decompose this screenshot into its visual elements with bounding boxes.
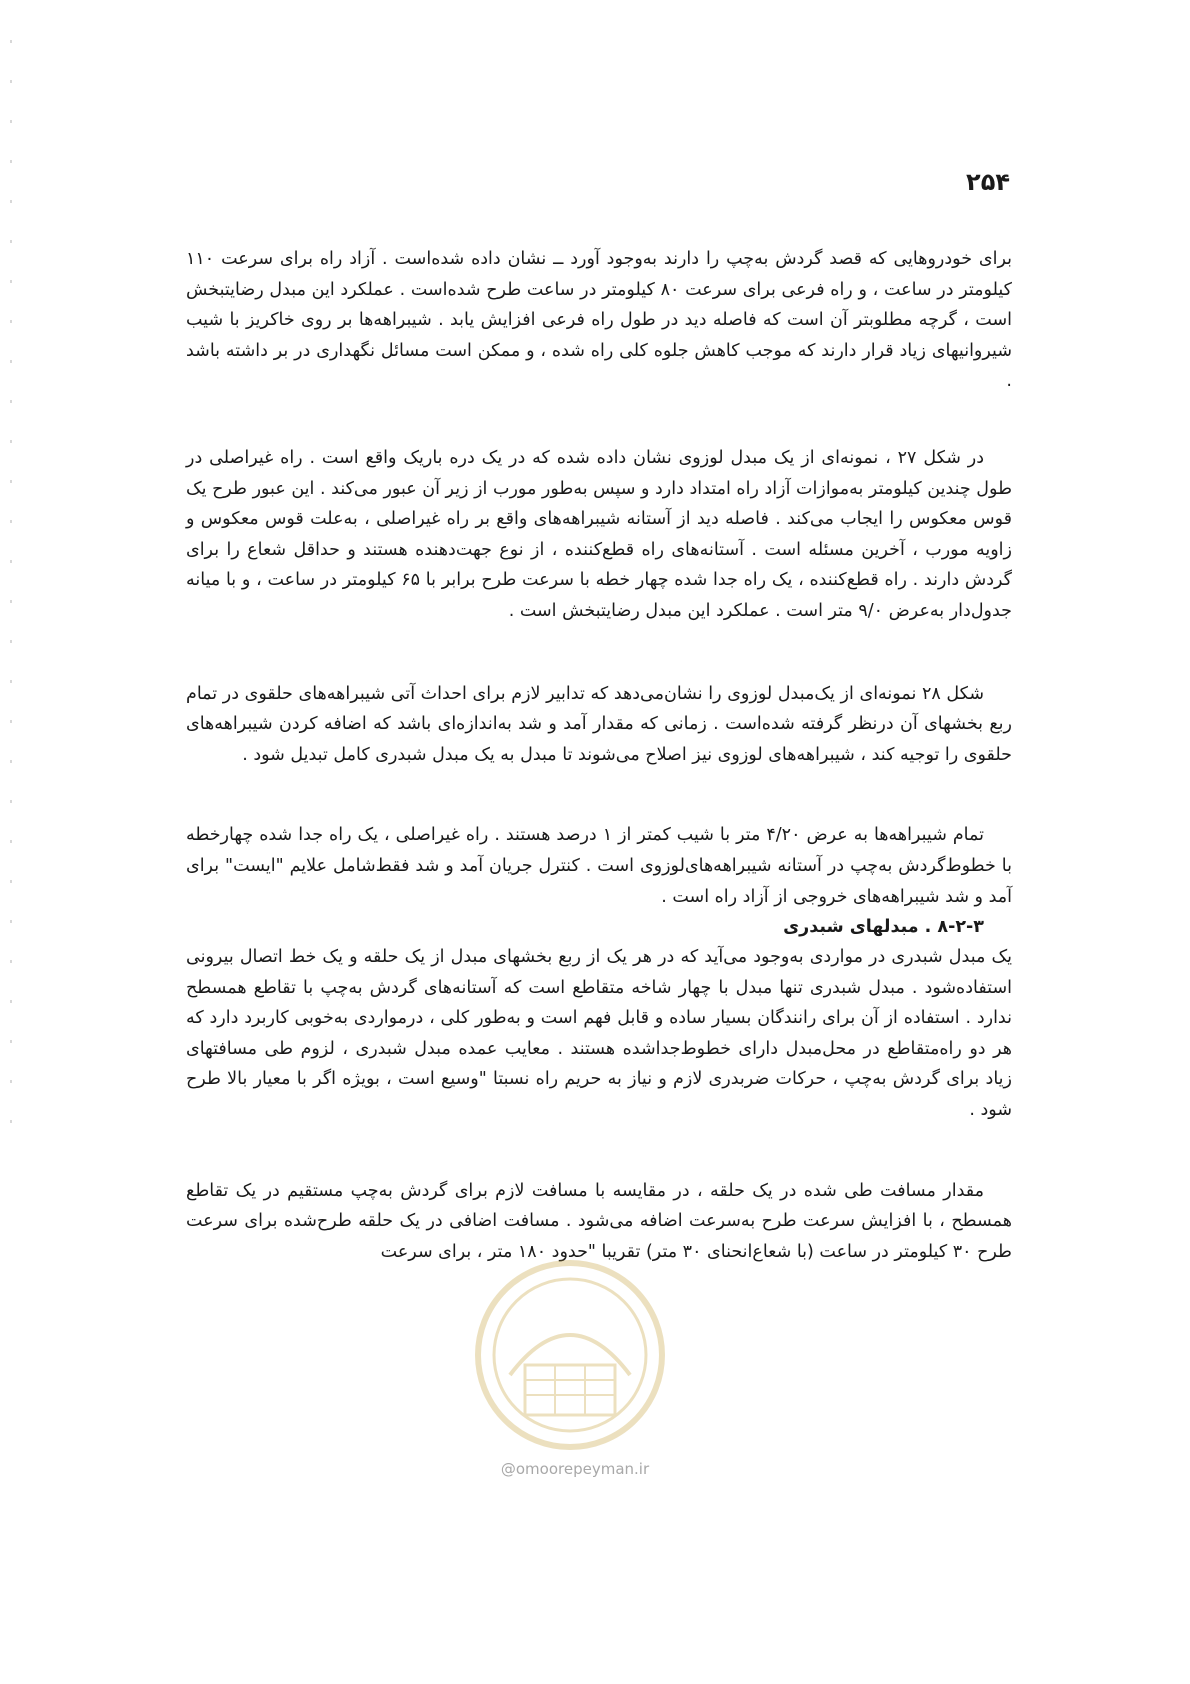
paragraph-3: شکل ۲۸ نمونه‌ای از یک‌مبدل لوزوی را نشان‌می‌دهد که تدابیر لازم برای احداث آتی شیبراهه‌های حلقوی در تمام ربع بخشهای آن درنظر گرفته شده‌است . زمانی که مقدار آمد و شد به‌اندازه‌ای باشد که اضافه کردن شیبراهه‌های حلقوی را توجیه کند ، شیبراهه‌های لوزوی نیز اصلاح می‌شوند تا مبدل به یک مبدل شبدری کامل تبدیل شود . [186,683,1012,765]
paragraph-5: یک مبدل شبدری در مواردی به‌وجود می‌آید که در هر یک از ربع بخشهای مبدل از یک حلقه و یک خط اتصال بیرونی استفاده‌شود . مبدل شبدری تنها مبدل با چهار شاخه متقاطع است که آستانه‌های گردش به‌چپ با تقاطع همسطح ندارد . استفاده از آن برای رانندگان بسیار ساده و قابل فهم است و به‌طور کلی ، درمواردی به‌خوبی کاربرد دارد که هر دو راه‌متقاطع در محل‌مبدل دارای خطوط‌جداشده هستند . معایب عمده مبدل شبدری ، لزوم طی مسافتهای زیاد برای گردش به‌چپ ، حرکات ضربدری لازم و نیاز به حریم راه نسبتا "وسیع است ، بویژه اگر با معیار بالا طرح شود . [186,947,1012,1121]
paragraph-2: در شکل ۲۷ ، نمونه‌ای از یک مبدل لوزوی نشان داده شده که در یک دره باریک واقع است . راه غیراصلی در طول چندین کیلومتر به‌موازات آزاد راه امتداد دارد و سپس به‌طور مورب از زیر آن عبور می‌کند . این عبور طرح یک قوس معکوس را ایجاب می‌کند . فاصله دید از آستانه شیبراهه‌های واقع بر راه غیراصلی ، به‌علت قوس معکوس و زاویه مورب ، آخرین مسئله است . آستانه‌های راه قطع‌کننده ، از نوع جهت‌دهنده هستند و حداقل شعاع را برای گردش دارند . راه قطع‌کننده ، یک راه جدا شده چهار خطه با سرعت طرح برابر با ۶۵ کیلومتر در ساعت ، و با میانه جدول‌دار به‌عرض ۹/۰ متر است . عملکرد این مبدل رضایتبخش است . [186,447,1012,621]
paragraph-4: تمام شیبراهه‌ها به عرض ۴/۲۰ متر با شیب کمتر از ۱ درصد هستند . راه غیراصلی ، یک راه جدا شده چهارخطه با خطوط‌گردش به‌چپ در آستانه شیبراهه‌های‌لوزوی است . کنترل جریان آمد و شد فقط‌شامل علایم "ایست" برای آمد و شد شیبراهه‌های خروجی از آزاد راه است . [186,825,1012,907]
paragraph-6: مقدار مسافت طی شده در یک حلقه ، در مقایسه با مسافت لازم برای گردش به‌چپ مستقیم در یک تقاطع همسطح ، با افزایش سرعت طرح به‌سرعت اضافه می‌شود . مسافت اضافی در یک حلقه طرح‌شده برای سرعت طرح ۳۰ کیلومتر در ساعت (با شعاع‌انحنای ۳۰ متر) تقریبا "حدود ۱۸۰ متر ، برای سرعت [186,1180,1012,1262]
page-number: ۲۵۴ [966,168,1010,196]
section-heading: ۸-۲-۳ . مبدلهای شبدری [783,917,984,938]
paragraph-1: برای خودروهایی که قصد گردش به‌چپ را دارند به‌وجود آورد ــ نشان داده شده‌است . آزاد راه برای سرعت ۱۱۰ کیلومتر در ساعت ، و راه فرعی برای سرعت ۸۰ کیلومتر در ساعت طرح شده‌است . عملکرد این مبدل رضایتبخش است ، گرچه مطلوبتر آن است که فاصله دید در طول راه فرعی افزایش یابد . شیبراهه‌ها بر روی خاکریز با شیب شیروانیهای زیاد قرار دارند که موجب کاهش جلوه کلی راه شده ، و ممکن است مسائل نگهداری در بر داشته باشد . [186,249,1012,392]
watermark-seal-icon [470,1255,670,1455]
scan-margin-artifact [10,40,12,1140]
watermark-url: @omoorepeyman.ir [500,1460,650,1478]
page-body [186,244,1012,1267]
